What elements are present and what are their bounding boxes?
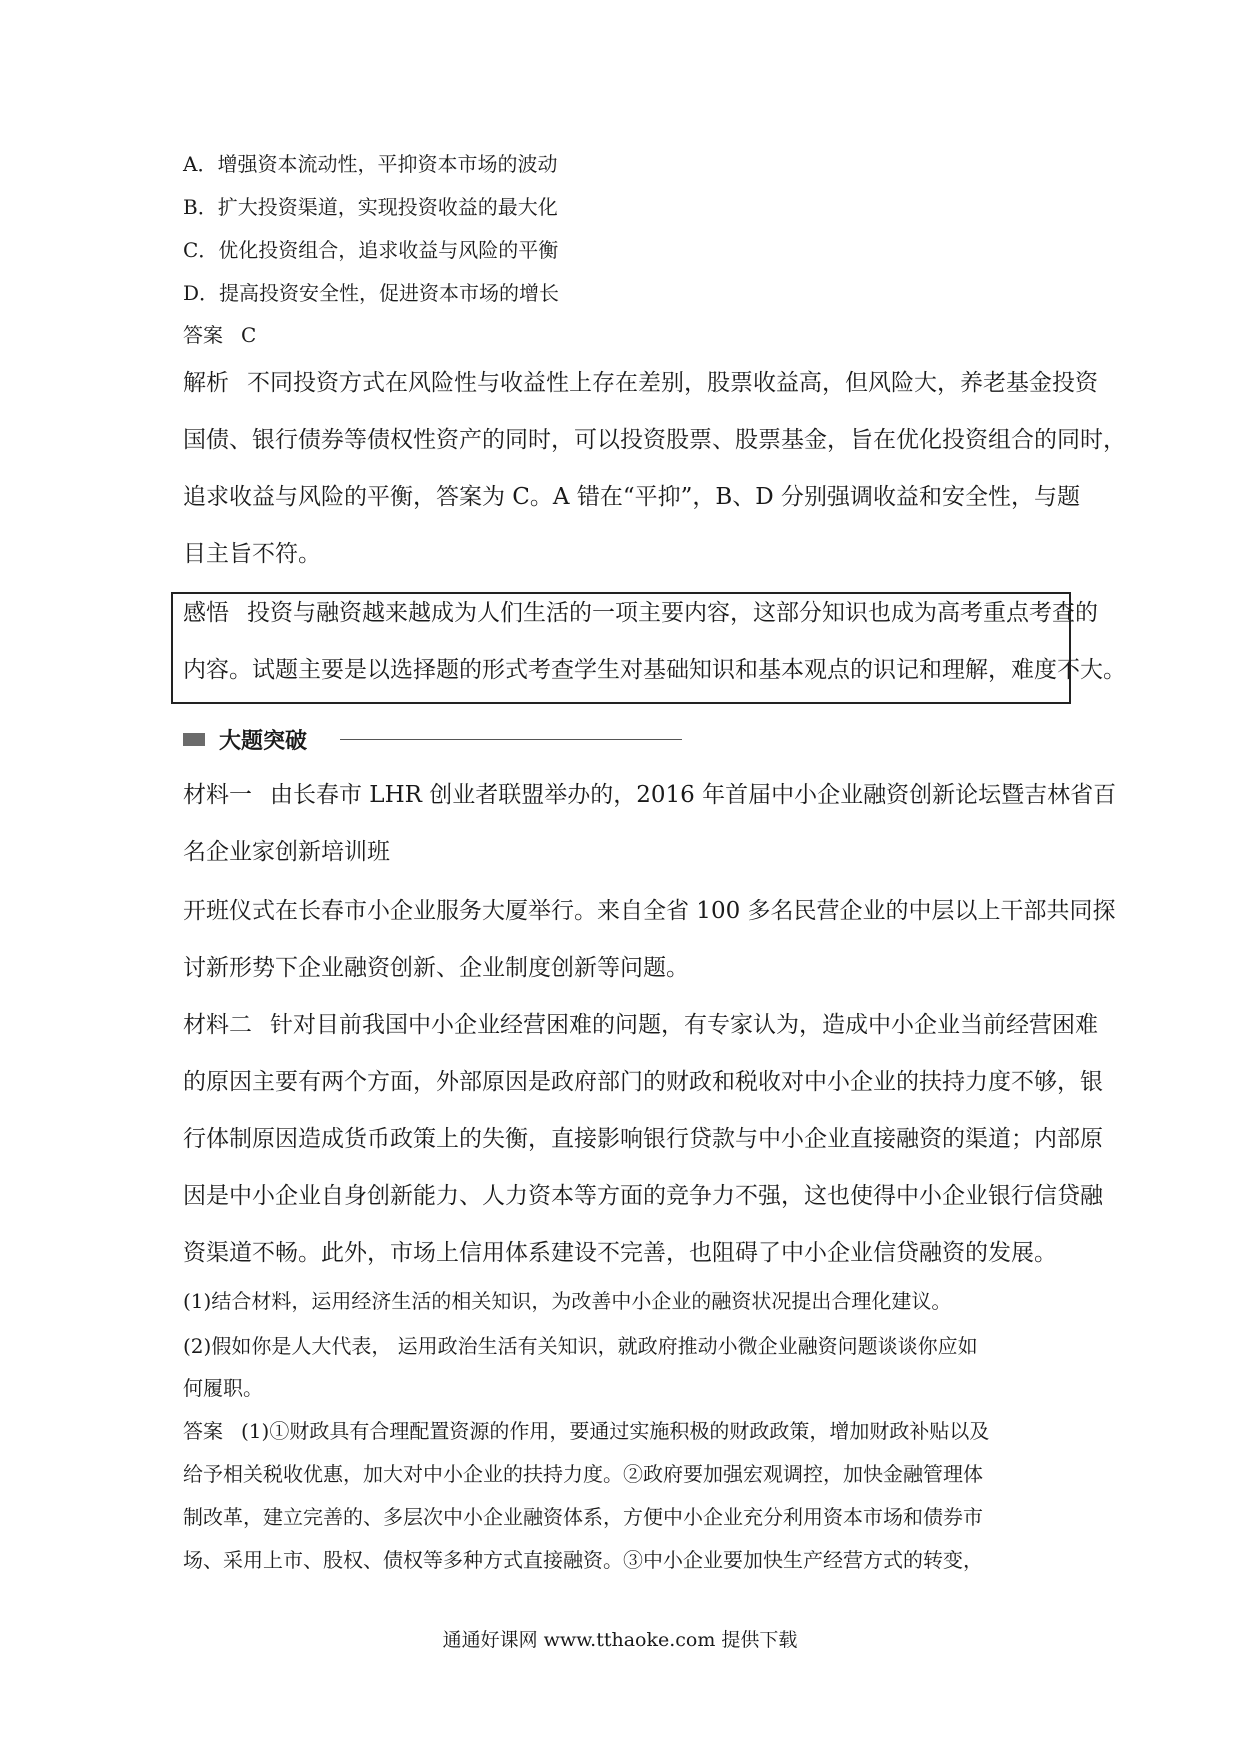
section-marker-icon bbox=[183, 733, 205, 746]
insight-label: 感悟 bbox=[183, 600, 229, 626]
option-b: B．扩大投资渠道，实现投资收益的最大化 bbox=[183, 195, 558, 219]
option-c: C．优化投资组合，追求收益与风险的平衡 bbox=[183, 238, 559, 262]
section-header bbox=[183, 726, 307, 752]
insight-line-1: 感悟 投资与融资越来越成为人们生活的一项主要内容，这部分知识也成为高考重点考查的 bbox=[183, 600, 1098, 626]
question-2-line-1: (2)假如你是人大代表， 运用政治生活有关知识，就政府推动小微企业融资问题谈谈你应如 bbox=[183, 1334, 978, 1358]
analysis-label: 解析 bbox=[183, 370, 229, 396]
material2-label: 材料二 bbox=[183, 1012, 252, 1038]
material2-line-5: 资渠道不畅。此外，市场上信用体系建设不完善，也阻碍了中小企业信贷融资的发展。 bbox=[183, 1240, 1057, 1266]
analysis-line-2: 国债、银行债券等债权性资产的同时，可以投资股票、股票基金，旨在优化投资组合的同时， bbox=[183, 427, 1126, 453]
insight-line-2: 内容。试题主要是以选择题的形式考查学生对基础知识和基本观点的识记和理解，难度不大。 bbox=[183, 657, 1126, 683]
material1-line-4: 讨新形势下企业融资创新、企业制度创新等问题。 bbox=[183, 955, 689, 981]
answer-label: 答案 bbox=[183, 323, 223, 347]
material1-line-3: 开班仪式在长春市小企业服务大厦举行。来自全省 100 多名民营企业的中层以上干部共同探 bbox=[183, 898, 1116, 924]
page-footer: 通通好课网 www.tthaoke.com 提供下载 bbox=[442, 1629, 798, 1651]
material2-line-1: 材料二 针对目前我国中小企业经营困难的问题，有专家认为，造成中小企业当前经营困难 bbox=[183, 1012, 1098, 1038]
material2-line-3: 行体制原因造成货币政策上的失衡，直接影响银行贷款与中小企业直接融资的渠道；内部原 bbox=[183, 1126, 1103, 1152]
answer2-line-1: 答案 (1)①财政具有合理配置资源的作用，要通过实施积极的财政政策，增加财政补贴以及 bbox=[183, 1419, 990, 1443]
material1-label: 材料一 bbox=[183, 782, 252, 808]
answer2-line-4: 场、采用上市、股权、债权等多种方式直接融资。③中小企业要加快生产经营方式的转变， bbox=[183, 1548, 983, 1572]
question-1: (1)结合材料，运用经济生活的相关知识，为改善中小企业的融资状况提出合理化建议。 bbox=[183, 1289, 952, 1313]
answer-line bbox=[183, 325, 256, 345]
analysis-line-1: 解析 不同投资方式在风险性与收益性上存在差别，股票收益高，但风险大，养老基金投资 bbox=[183, 370, 1098, 396]
material1-line-1: 材料一 由长春市 LHR 创业者联盟举办的，2016 年首届中小企业融资创新论坛暨吉林省百 bbox=[183, 782, 1117, 808]
answer2-line-2: 给予相关税收优惠，加大对中小企业的扶持力度。②政府要加强宏观调控，加快金融管理体 bbox=[183, 1462, 983, 1486]
analysis-line-3: 追求收益与风险的平衡，答案为 C。A 错在“平抑”，B、D 分别强调收益和安全性，与题 bbox=[183, 484, 1080, 510]
answer2-line-3: 制改革，建立完善的、多层次中小企业融资体系，方便中小企业充分利用资本市场和债券市 bbox=[183, 1505, 983, 1529]
material2-line-2: 的原因主要有两个方面，外部原因是政府部门的财政和税收对中小企业的扶持力度不够，银 bbox=[183, 1069, 1103, 1095]
option-a: A．增强资本流动性，平抑资本市场的波动 bbox=[183, 152, 558, 176]
section-divider bbox=[340, 739, 682, 740]
material1-line-2: 名企业家创新培训班 bbox=[183, 839, 390, 865]
answer-value: C bbox=[241, 323, 257, 347]
material2-line-4: 因是中小企业自身创新能力、人力资本等方面的竞争力不强，这也使得中小企业银行信贷融 bbox=[183, 1183, 1103, 1209]
section-title: 大题突破 bbox=[219, 728, 308, 754]
analysis-line-4: 目主旨不符。 bbox=[183, 541, 321, 567]
answer2-label: 答案 bbox=[183, 1419, 223, 1443]
option-d: D．提高投资安全性，促进资本市场的增长 bbox=[183, 281, 560, 305]
question-2-line-2: 何履职。 bbox=[183, 1376, 263, 1400]
